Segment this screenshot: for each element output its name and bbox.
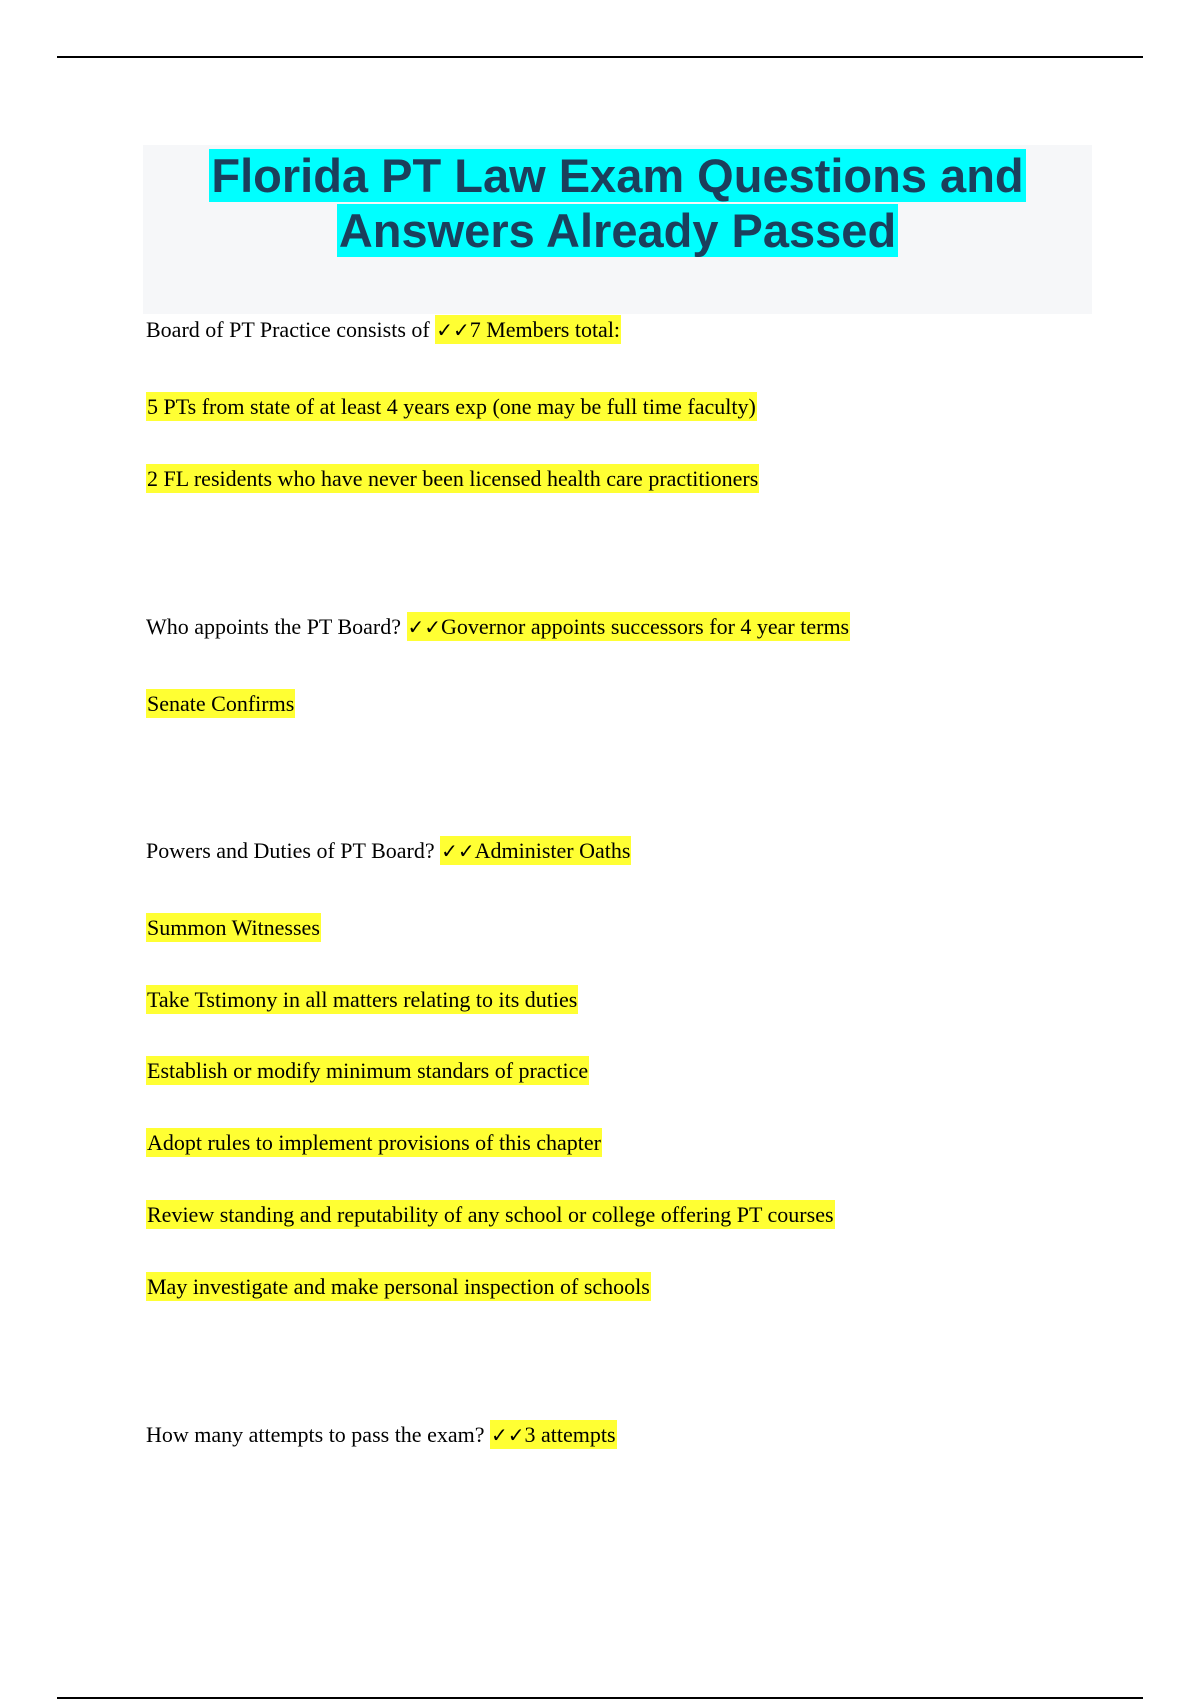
answer-line [146, 1200, 835, 1230]
answer-text: Governor appoints successors for 4 year terms [441, 614, 850, 639]
answer-text: Adopt rules to implement provisions of this chapter [147, 1130, 601, 1155]
question-text: Board of PT Practice consists of [146, 317, 436, 342]
question-text: How many attempts to pass the exam? [146, 1422, 490, 1447]
document-title [143, 145, 1092, 258]
double-check-icon: ✓✓ [490, 1423, 525, 1447]
answer-line [146, 1056, 589, 1086]
answer-line [146, 913, 321, 943]
title-highlight: Florida PT Law Exam Questions and Answers Already Passed [211, 149, 1024, 257]
answer-text: Administer Oaths [474, 838, 631, 863]
answer-text: 5 PTs from state of at least 4 years exp (one may be full time faculty) [147, 394, 756, 419]
bottom-rule [57, 1697, 1143, 1699]
double-check-icon: ✓✓ [441, 839, 475, 863]
answer-text: 2 FL residents who have never been licensed health care practitioners [147, 466, 759, 491]
double-check-icon: ✓✓ [407, 615, 442, 639]
answer-text: 3 attempts [524, 1422, 616, 1447]
question-text: Powers and Duties of PT Board? [146, 838, 441, 863]
answer-highlight [490, 1420, 617, 1449]
answer-highlight [435, 315, 621, 344]
answer-text: Review standing and reputability of any school or college offering PT courses [147, 1202, 834, 1227]
answer-text: 7 Members total: [469, 317, 621, 342]
question-text: Who appoints the PT Board? [146, 614, 407, 639]
double-check-icon: ✓✓ [436, 318, 470, 342]
answer-highlight [407, 612, 851, 641]
qa-question-line-2 [146, 612, 850, 642]
answer-line [146, 392, 757, 422]
answer-line [146, 1128, 602, 1158]
answer-text: Senate Confirms [147, 691, 295, 716]
answer-text: May investigate and make personal inspection of schools [147, 1274, 650, 1299]
answer-text: Take Tstimony in all matters relating to its duties [147, 987, 578, 1012]
answer-text: Summon Witnesses [147, 915, 320, 940]
qa-question-line-3 [146, 836, 631, 866]
answer-line [146, 1272, 651, 1302]
answer-line [146, 464, 759, 494]
answer-text: Establish or modify minimum standars of practice [147, 1058, 589, 1083]
answer-highlight [440, 836, 631, 865]
answer-line [146, 985, 578, 1015]
answer-line [146, 689, 295, 719]
top-rule [57, 56, 1143, 58]
qa-question-line-1 [146, 315, 621, 345]
qa-question-line-4 [146, 1420, 617, 1450]
title-banner [143, 145, 1092, 314]
